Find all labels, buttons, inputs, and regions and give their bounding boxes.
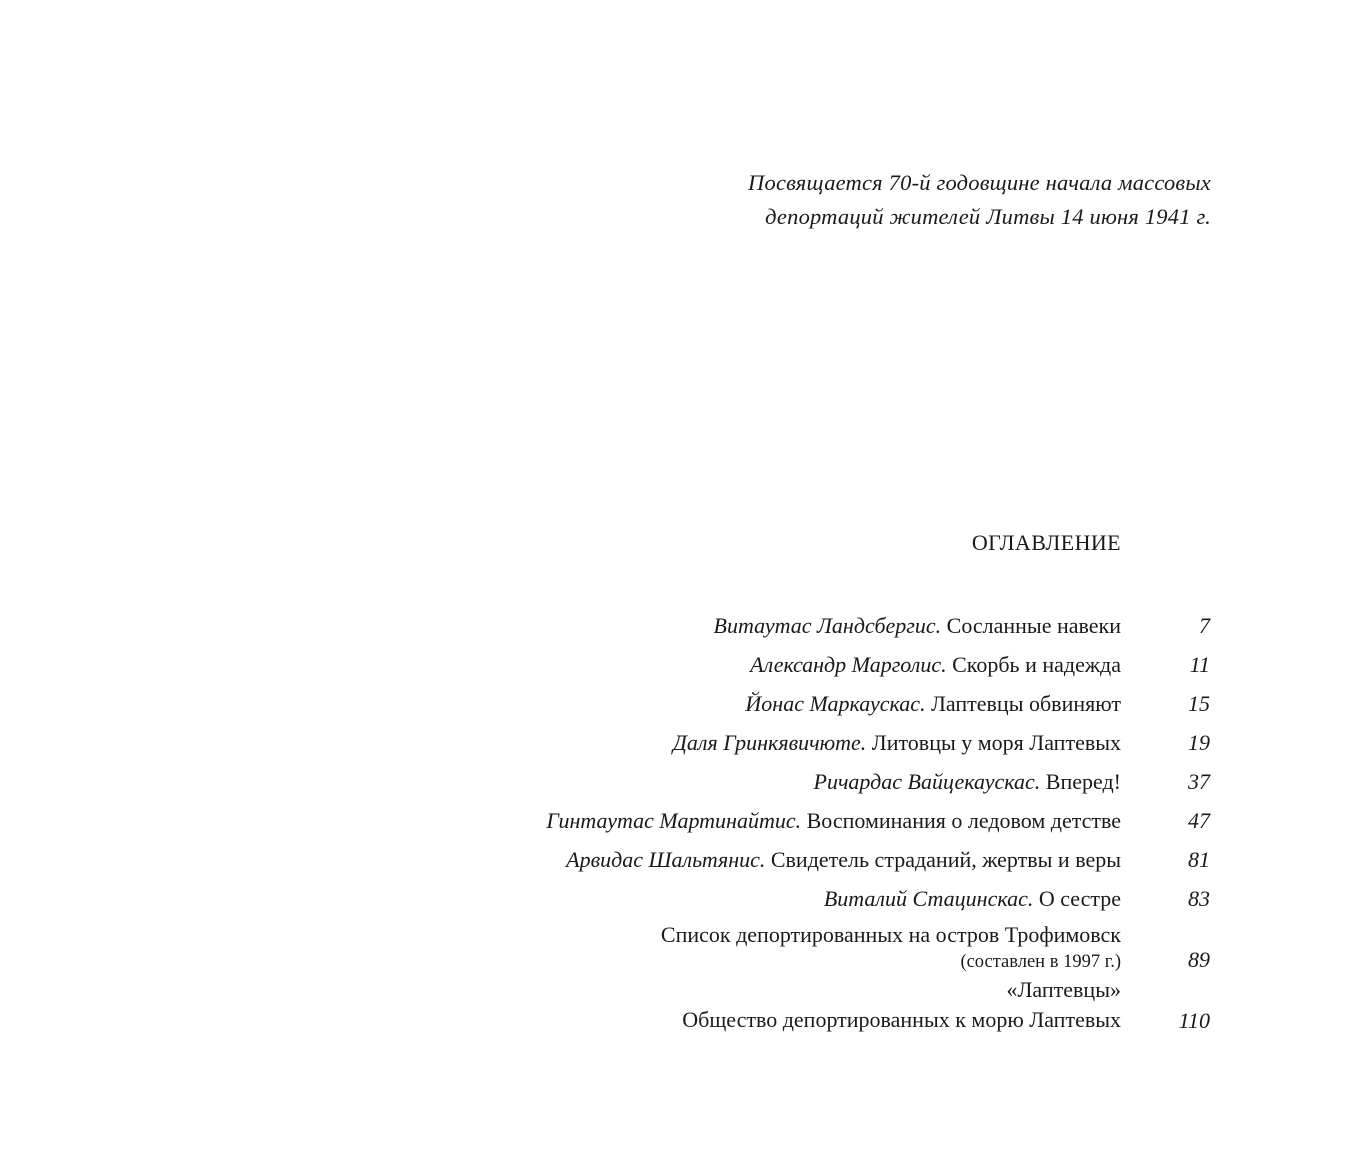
toc-entry-author: Виталий Стацинскас. [823,886,1034,911]
toc-entry-title: Литовцы у моря Лаптевых [871,730,1121,755]
toc-entry [300,606,1210,640]
toc-entry-author: Гинтаутас Мартинайтис. [546,808,802,833]
toc-entry [300,645,1210,679]
toc-entry-title: Список депортированных на остров Трофимовск [660,922,1121,947]
toc-entry-page: 83 [1188,886,1210,911]
toc-entry-page: 89 [1188,947,1210,972]
toc-entry-text [714,612,1121,640]
toc-entry-text [750,651,1121,679]
toc-entry [300,801,1210,835]
toc-entry-author: Витаутас Ландсбергис. [713,613,942,638]
toc-entry-page: 37 [1188,769,1210,794]
toc-entry [300,762,1210,796]
toc-entry-title: Вперед! [1045,769,1121,794]
toc-entry-title: Общество депортированных к морю Лаптевых [682,1007,1121,1032]
dedication-line-2: депортаций жителей Литвы 14 июня 1941 г. [765,204,1211,229]
toc-entry-page: 47 [1188,808,1210,833]
dedication-line-1: Посвящается 70-й годовщине начала массовых [748,170,1211,195]
toc-entry-page: 7 [1199,613,1210,638]
toc-entry-author: Арвидас Шальтянис. [566,847,766,872]
toc-entry-text [673,729,1121,757]
toc-entry [300,840,1210,874]
toc-entry-page: 15 [1188,691,1210,716]
toc-entry [300,879,1210,913]
toc-entry-page: 110 [1178,1008,1210,1033]
toc-entry-title: Свидетель страданий, жертвы и веры [770,847,1121,872]
toc-entry-author: Йонас Маркаускас. [745,691,926,716]
toc-entry-text [566,846,1121,874]
toc-entry-society [300,979,1210,1035]
toc-entry-page: 11 [1189,652,1210,677]
toc-entry-title: Воспоминания о ледовом детстве [806,808,1121,833]
toc-entry-text [814,768,1122,796]
toc-entry-page: 81 [1188,847,1210,872]
toc-entry-society-name: «Лаптевцы» [1006,977,1121,1002]
toc-entry-deportee-list [300,918,1210,974]
toc-entry-text [546,807,1121,835]
toc-entry [300,723,1210,757]
toc-entry-title: Лаптевцы обвиняют [931,691,1121,716]
toc-entry-text [661,920,1121,974]
toc-heading: ОГЛАВЛЕНИЕ [971,530,1121,555]
toc-entry-text [682,975,1121,1035]
toc-entry-author: Даля Гринкявичюте. [672,730,867,755]
toc-entry-author: Александр Марголис. [750,652,947,677]
toc-entry-author: Ричардас Вайцекаускас. [813,769,1041,794]
toc-entry-subtitle: (составлен в 1997 г.) [960,952,1121,972]
toc-entry-text [824,885,1121,913]
toc-entry-title: Сосланные навеки [946,613,1121,638]
toc-entry-title: О сестре [1038,886,1121,911]
toc-entry-title: Скорбь и надежда [952,652,1121,677]
toc-entry [300,684,1210,718]
toc-entry-page: 19 [1188,730,1210,755]
dedication [748,166,1211,234]
toc-entry-text [745,690,1121,718]
